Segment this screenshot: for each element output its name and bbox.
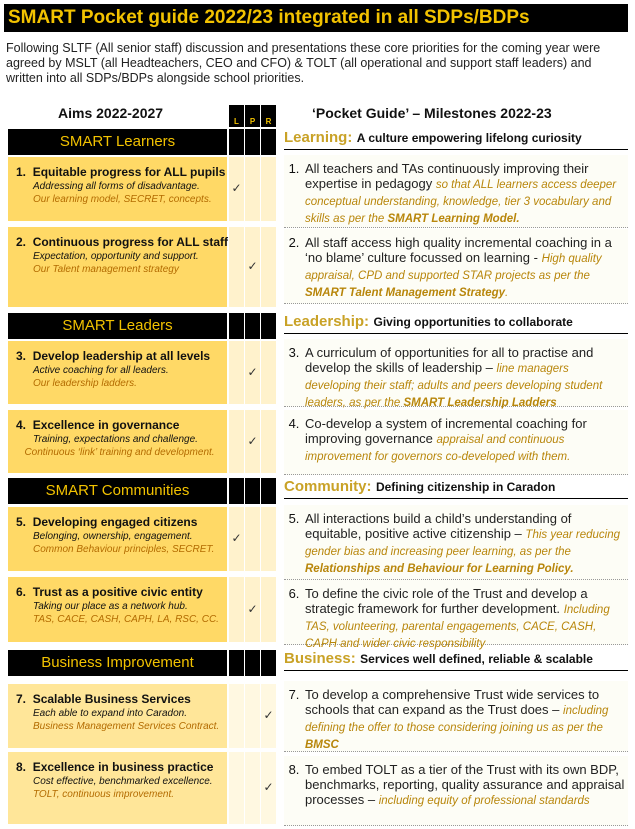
- aim-note: Common Behaviour principles, SECRET.: [33, 544, 215, 555]
- milestone-area-name: Learning:: [284, 129, 353, 146]
- aim-note: TOLT, continuous improvement.: [33, 789, 174, 800]
- milestone-main-text: To develop a comprehensive Trust wide services to schools that can expand as the Trust does –: [305, 687, 600, 717]
- check-cell-l: [229, 684, 244, 748]
- section-heading: SMART Learners: [8, 129, 227, 155]
- milestone-item: [284, 339, 628, 407]
- milestone-area-heading: [284, 478, 628, 499]
- intro-paragraph: Following SLTF (All senior staff) discussion and presentations these core priorities for the coming year were agreed by MSLT (all Headteachers, CEO and CFO) & TOLT (all operational and support staff leaders) and written into all SDPs/BDPs alongside school priorities.: [6, 41, 601, 85]
- aim-card: [8, 507, 227, 571]
- column-l-band: [229, 650, 244, 676]
- check-cell-p: [245, 507, 260, 571]
- check-mark-icon: ✓: [247, 365, 258, 379]
- milestone-number: 7.: [288, 687, 300, 702]
- milestone-emphasis: SMART Leadership Ladders: [403, 397, 557, 409]
- milestone-text: [305, 762, 626, 809]
- milestone-number: 4.: [288, 416, 300, 431]
- aim-title-text: Continuous progress for ALL staff: [32, 235, 229, 249]
- milestone-main-text: Co-develop a system of incremental coaching for improving governance: [305, 416, 587, 446]
- check-mark-icon: ✓: [247, 434, 258, 448]
- milestone-area-description: Defining citizenship in Caradon: [375, 480, 556, 494]
- milestone-tail: .: [505, 287, 509, 299]
- column-p-band: [245, 313, 260, 339]
- column-r-band: [261, 478, 276, 504]
- aims-header: Aims 2022-2027: [58, 105, 164, 121]
- check-cell-p: [245, 684, 260, 748]
- milestone-detail-text: including defining the offer to those considering joining us as per the: [305, 705, 609, 734]
- check-mark-icon: ✓: [247, 259, 258, 273]
- milestone-area-name: Business:: [284, 650, 356, 667]
- aim-subtitle: Addressing all forms of disadvantage.: [33, 181, 200, 192]
- aim-number: 3.: [16, 349, 27, 363]
- milestone-area-heading: [284, 650, 628, 671]
- check-mark-icon: ✓: [263, 780, 274, 794]
- aim-title-text: Develop leadership at all levels: [32, 349, 211, 363]
- aim-subtitle: Cost effective, benchmarked excellence.: [33, 776, 213, 787]
- aim-title-text: Trust as a positive civic entity: [32, 585, 203, 599]
- aim-title-text: Excellence in governance: [32, 418, 180, 432]
- milestone-main-text: All staff access high quality incremental coaching in a ‘no blame’ culture focussed on learning -: [305, 235, 612, 265]
- column-p-band: [245, 650, 260, 676]
- milestone-area-heading: [284, 129, 628, 150]
- milestone-emphasis: SMART Learning Model.: [387, 213, 520, 225]
- aim-note: Our leadership ladders.: [33, 378, 137, 389]
- milestone-item: [284, 756, 628, 826]
- milestone-text: [305, 416, 626, 465]
- aim-subtitle: Belonging, ownership, engagement.: [33, 531, 193, 542]
- milestone-area-description: Giving opportunities to collaborate: [373, 315, 573, 329]
- milestone-main-text: To embed TOLT as a tier of the Trust with its own BDP, benchmarks, reporting, quality assurance and appraisal processes –: [305, 762, 625, 807]
- check-mark-icon: ✓: [247, 602, 258, 616]
- milestone-main-text: A curriculum of opportunities for all to practise and develop the skills of leadership –: [305, 345, 594, 375]
- aim-card: [8, 157, 227, 221]
- column-l-header: L: [229, 105, 244, 127]
- check-cell-l: [229, 227, 244, 307]
- aim-card: [8, 577, 227, 642]
- milestone-item: [284, 681, 628, 752]
- column-p-header: P: [245, 105, 260, 127]
- aim-title-text: Scalable Business Services: [32, 692, 191, 706]
- aim-title: [16, 235, 229, 250]
- check-mark-icon: ✓: [263, 708, 274, 722]
- milestone-number: 6.: [288, 586, 300, 601]
- milestone-item: [284, 155, 628, 228]
- aim-number: 8.: [16, 760, 27, 774]
- column-p-band: [245, 478, 260, 504]
- milestone-item: [284, 505, 628, 580]
- milestone-text: [305, 235, 626, 301]
- milestone-detail-text: appraisal and continuous improvement for governors co-developed with them.: [305, 434, 571, 463]
- milestone-text: [305, 345, 626, 411]
- milestone-detail-text: Including TAS, volunteering, parental engagements, CACE, CASH, CAPH and wider civic responsibility: [305, 604, 610, 650]
- aim-title: [16, 515, 223, 530]
- milestone-text: [305, 161, 626, 227]
- aim-title: [16, 418, 223, 433]
- column-r-band: [261, 129, 276, 155]
- check-cell-r: [261, 410, 276, 473]
- milestone-area-description: A culture empowering lifelong curiosity: [356, 131, 582, 145]
- section-heading: SMART Communities: [8, 478, 227, 504]
- page-title: SMART Pocket guide 2022/23 integrated in all SDPs/BDPs: [4, 4, 628, 32]
- milestone-item: [284, 229, 628, 304]
- milestone-text: [305, 511, 626, 577]
- check-cell-r: [261, 227, 276, 307]
- milestone-main-text: To define the civic role of the Trust and develop a strategic framework for further development.: [305, 586, 588, 616]
- aim-note: Our learning model, SECRET, concepts.: [33, 194, 212, 205]
- aim-note: TAS, CACE, CASH, CAPH, LA, RSC, CC.: [33, 614, 219, 625]
- milestone-number: 3.: [288, 345, 300, 360]
- aim-title: [16, 692, 223, 707]
- aim-number: 5.: [16, 515, 27, 529]
- column-l-band: [229, 129, 244, 155]
- milestone-detail-text: This year reducing gender bias and increasing peer learning, as per the: [305, 529, 621, 558]
- milestone-detail-text: line managers developing their staff; adults and peers developing student leaders, as per the: [305, 363, 603, 409]
- aim-number: 6.: [16, 585, 27, 599]
- milestone-text: [305, 586, 626, 652]
- milestone-detail: [379, 795, 590, 807]
- aim-number: 2.: [16, 235, 27, 249]
- section-heading: SMART Leaders: [8, 313, 227, 339]
- milestone-emphasis: BMSC: [305, 739, 339, 751]
- aim-subtitle: Training, expectations and challenge.: [33, 434, 198, 445]
- check-cell-r: [261, 157, 276, 221]
- check-cell-l: [229, 410, 244, 473]
- aim-note: Continuous ‘link’ training and development.: [24, 447, 215, 458]
- check-mark-icon: ✓: [231, 531, 242, 545]
- milestone-area-description: Services well defined, reliable & scalable: [360, 652, 593, 666]
- milestone-area-name: Leadership:: [284, 313, 370, 330]
- aim-subtitle: Each able to expand into Caradon.: [33, 708, 187, 719]
- milestone-area-heading: [284, 313, 628, 334]
- milestone-number: 2.: [288, 235, 300, 250]
- aim-title: [16, 165, 226, 180]
- aim-title: [16, 349, 223, 364]
- check-cell-l: [229, 752, 244, 824]
- milestone-number: 1.: [288, 161, 300, 176]
- aim-title-text: Excellence in business practice: [32, 760, 214, 774]
- column-l-band: [229, 478, 244, 504]
- check-cell-l: [229, 577, 244, 642]
- check-cell-l: [229, 341, 244, 404]
- aim-title-text: Equitable progress for ALL pupils: [32, 165, 226, 179]
- aim-card: [8, 341, 227, 404]
- aim-card: [8, 410, 227, 473]
- milestone-number: 5.: [288, 511, 300, 526]
- milestone-detail-text: including equity of professional standards: [378, 795, 590, 807]
- aim-number: 7.: [16, 692, 27, 706]
- column-r-band: [261, 313, 276, 339]
- milestone-area-name: Community:: [284, 478, 372, 495]
- milestone-text: [305, 687, 626, 753]
- check-cell-p: [245, 752, 260, 824]
- check-cell-p: [245, 157, 260, 221]
- check-cell-r: [261, 577, 276, 642]
- aim-title: [16, 760, 223, 775]
- milestone-main-text: All interactions build a child’s understanding of equitable, positive active citizenship –: [305, 511, 572, 541]
- aim-subtitle: Active coaching for all leaders.: [33, 365, 169, 376]
- aim-card: [8, 684, 227, 748]
- milestone-number: 8.: [288, 762, 300, 777]
- aim-note: Our Talent management strategy: [33, 264, 179, 275]
- check-mark-icon: ✓: [231, 181, 242, 195]
- column-p-band: [245, 129, 260, 155]
- aim-note: Business Management Services Contract.: [33, 721, 220, 732]
- milestone-emphasis: SMART Talent Management Strategy: [305, 287, 506, 299]
- column-r-band: [261, 650, 276, 676]
- milestone-detail-text: so that ALL learners access deeper conceptual understanding, knowledge, tier 3 vocabulary and skills as per the: [305, 179, 617, 225]
- column-l-band: [229, 313, 244, 339]
- check-cell-r: [261, 341, 276, 404]
- column-r-header: R: [261, 105, 276, 127]
- milestones-header: ‘Pocket Guide’ – Milestones 2022-23: [312, 105, 552, 121]
- aim-card: [8, 227, 227, 307]
- milestone-item: [284, 410, 628, 475]
- aim-subtitle: Taking our place as a network hub.: [33, 601, 188, 612]
- section-heading: Business Improvement: [8, 650, 227, 676]
- milestone-emphasis: Relationships and Behaviour for Learning Policy.: [305, 563, 574, 575]
- aim-card: [8, 752, 227, 824]
- check-cell-r: [261, 507, 276, 571]
- milestone-main-text: All teachers and TAs continuously improving their expertise in pedagogy: [305, 161, 589, 191]
- aim-subtitle: Expectation, opportunity and support.: [33, 251, 199, 262]
- aim-number: 1.: [16, 165, 27, 179]
- milestone-item: [284, 580, 628, 650]
- aim-title: [16, 585, 223, 600]
- milestone-detail-text: High quality appraisal, CPD and supported STAR projects as per the: [305, 253, 602, 282]
- aim-number: 4.: [16, 418, 27, 432]
- aim-title-text: Developing engaged citizens: [32, 515, 198, 529]
